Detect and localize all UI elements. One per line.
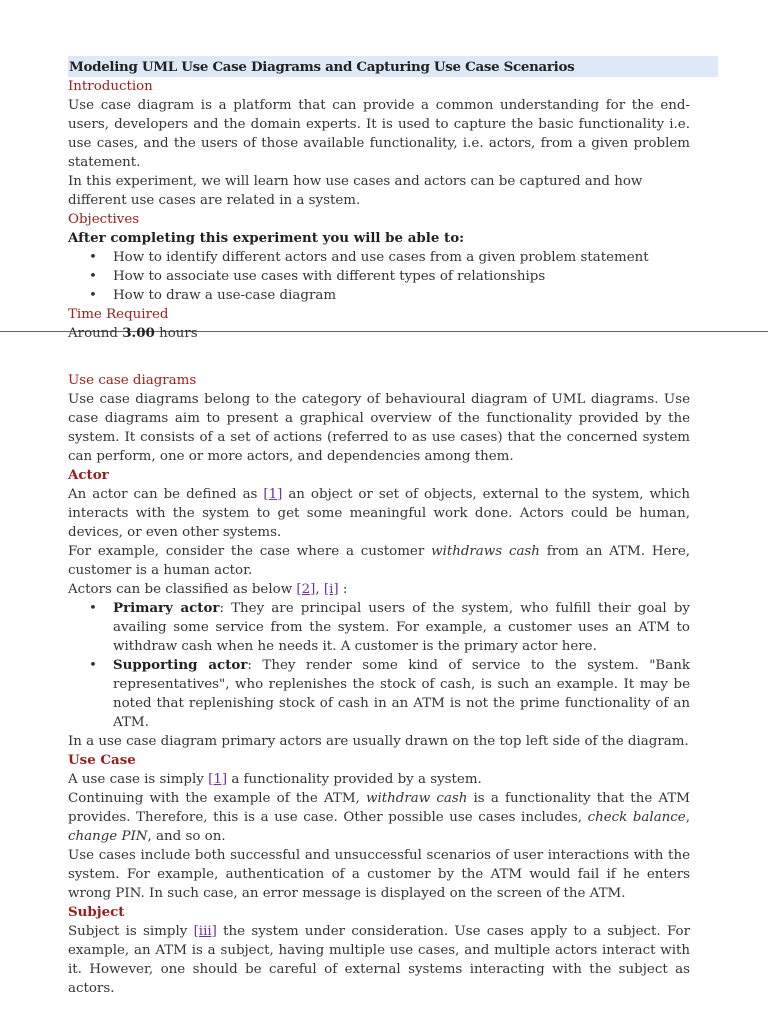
text-span: is a functionality that the ATM provides. Therefore, this is a use case. Other possible use cases includes, (68, 791, 690, 825)
reference-link-1[interactable]: [1] (208, 772, 228, 787)
primary-actor-label: Primary actor (113, 600, 220, 616)
usecase-paragraph-3: Use cases include both successful and unsuccessful scenarios of user interactions with the system. For example, authentication of a customer by the ATM would fail if he enters wrong PIN. In such case, an error message is displayed on the screen of the ATM. (68, 848, 690, 901)
reference-link-i[interactable]: [i] (323, 582, 339, 597)
text-span: from an ATM. Here, customer is a human actor. (68, 544, 690, 578)
ucd-paragraph: Use case diagrams belong to the category of behavioural diagram of UML diagrams. Use case diagrams aim to present a graphical overview of the functionality provided by the system. It consists of a set of actions (referred to as use cases) that the concerned system can perform, one or more actors, and dependencies among them. (68, 392, 690, 464)
emphasis-text: withdraw cash (366, 791, 468, 806)
objectives-lead: After completing this experiment you will be able to: (68, 230, 465, 246)
text-span: the system under consideration. Use cases apply to a subject. For example, an ATM is a subject, having multiple use cases, and multiple actors interact with it. However, one should be careful of external systems interacting with the subject as actors. (68, 924, 690, 996)
time-prefix: Around (68, 326, 123, 341)
text-span: : They are principal users of the system, who fulfill their goal by availing some service from the system. For example, a customer uses an ATM to withdraw cash when he needs it. A customer is the primary actor here. (113, 601, 690, 654)
text-span: , and so on. (147, 829, 226, 844)
actor-paragraph-4: In a use case diagram primary actors are usually drawn on the top left side of the diagram. (68, 734, 689, 749)
usecase-paragraph-2 (68, 789, 690, 846)
heading-use-case: Use Case (68, 752, 136, 768)
actor-paragraph-3 (68, 580, 690, 599)
text-span: For example, consider the case where a customer (68, 544, 432, 559)
text-span: A use case is simply (68, 772, 209, 787)
emphasis-text: change PIN (68, 829, 148, 844)
text-span: Subject is simply (68, 924, 194, 939)
time-value: 3.00 (122, 325, 155, 341)
text-span: , (685, 810, 690, 825)
actor-paragraph-2 (68, 542, 690, 580)
emphasis-text: withdraws cash (431, 544, 540, 559)
reference-link-2[interactable]: [2] (296, 582, 316, 597)
text-span: Actors can be classified as below (68, 582, 297, 597)
list-item-primary-actor (68, 599, 690, 656)
subject-paragraph (68, 922, 690, 998)
heading-subject: Subject (68, 904, 125, 920)
text-span: Continuing with the example of the ATM, (68, 791, 366, 806)
text-span: : (338, 582, 348, 597)
document-page (68, 56, 690, 998)
text-span: , (315, 582, 324, 597)
heading-time-required: Time Required (68, 307, 169, 322)
list-item-supporting-actor (68, 656, 690, 732)
intro-paragraph-2: In this experiment, we will learn how use cases and actors can be captured and how different use cases are related in a system. (68, 174, 643, 208)
list-item: • How to associate use cases with different types of relationships (68, 267, 690, 286)
heading-use-case-diagrams: Use case diagrams (68, 373, 197, 388)
supporting-actor-label: Supporting actor (113, 657, 248, 673)
heading-actor: Actor (68, 467, 109, 483)
emphasis-text: check balance (587, 810, 686, 825)
usecase-paragraph-1 (68, 770, 690, 789)
heading-objectives: Objectives (68, 212, 140, 227)
text-span: : They render some kind of service to the system. "Bank representatives", who replenishes the stock of cash, is such an example. It may be noted that replenishing stock of cash in an ATM is not the prime functionality of an ATM. (113, 658, 690, 730)
time-suffix: hours (154, 326, 198, 341)
time-required-text (68, 324, 690, 343)
text-span: An actor can be defined as (68, 487, 264, 502)
intro-paragraph-1: Use case diagram is a platform that can provide a common understanding for the end-users, developers and the domain experts. It is used to capture the basic functionality i.e. use cases, and the users of those available functionality, i.e. actors, from a given problem statement. (68, 98, 690, 170)
document-title: Modeling UML Use Case Diagrams and Capturing Use Case Scenarios (68, 56, 718, 77)
actor-paragraph-1 (68, 485, 690, 542)
objectives-list (68, 248, 690, 305)
actor-types-list (68, 599, 690, 732)
list-item: • How to identify different actors and use cases from a given problem statement (68, 248, 690, 267)
reference-link-iii[interactable]: [iii] (193, 924, 217, 939)
text-span: an object or set of objects, external to the system, which interacts with the system to get some meaningful work done. Actors could be human, devices, or even other systems. (68, 487, 690, 540)
reference-link-1[interactable]: [1] (263, 487, 283, 502)
text-span: a functionality provided by a system. (227, 772, 482, 787)
list-item: • How to draw a use-case diagram (68, 286, 690, 305)
heading-introduction: Introduction (68, 79, 153, 94)
